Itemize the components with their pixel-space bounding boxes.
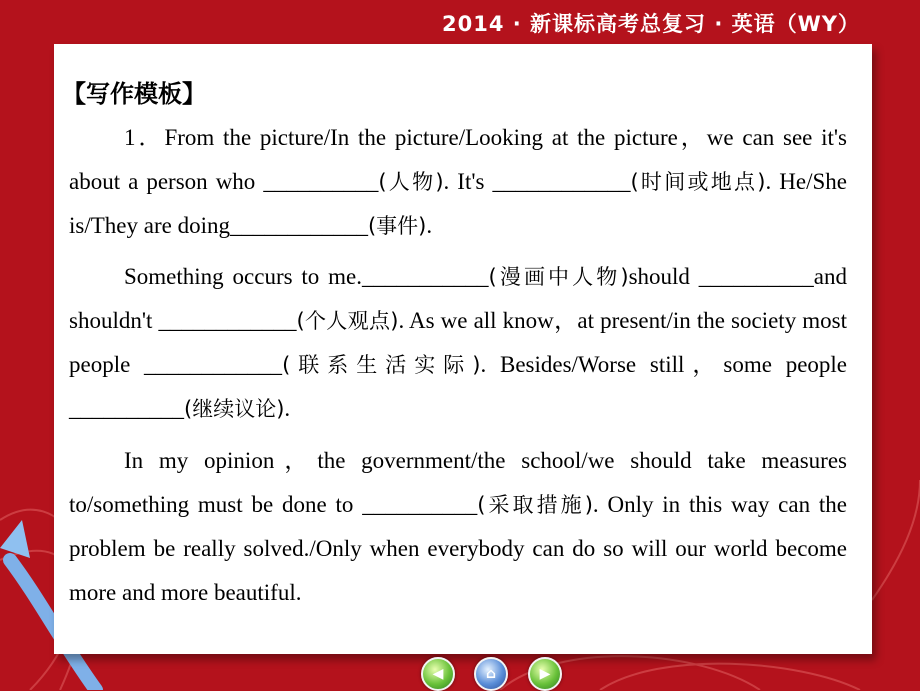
p1-text-e: . He/She is/They are doing____________ <box>69 169 847 238</box>
back-arrow-icon: ◀ <box>432 666 444 682</box>
previous-slide-button[interactable] <box>421 657 455 691</box>
p2-hint-real-life: (联系生活实际) <box>282 353 481 377</box>
p1-text-g: . <box>426 213 433 238</box>
home-button[interactable] <box>474 657 508 691</box>
p1-hint-person: (人物) <box>378 170 444 194</box>
p1-text-c: . It's ____________ <box>443 169 631 194</box>
p2-text-i: . <box>284 396 291 421</box>
template-paragraph-1 <box>69 116 847 248</box>
p1-hint-time-place: (时间或地点) <box>630 170 766 194</box>
p3-hint-measures: (采取措施) <box>477 493 593 517</box>
p2-hint-discussion: (继续议论) <box>184 397 285 421</box>
p2-hint-character: (漫画中人物) <box>488 265 629 289</box>
template-paragraph-2 <box>69 255 847 431</box>
p2-text-a: Something occurs to me.___________ <box>124 264 489 289</box>
content-panel <box>54 44 872 654</box>
forward-arrow-icon: ▶ <box>539 666 551 682</box>
p1-hint-event: (事件) <box>367 214 427 238</box>
p2-text-g: . Besides/Worse still，some people __________ <box>69 352 847 421</box>
p2-text-e: . As we all know，at present/in the society most people ____________ <box>69 308 847 377</box>
section-heading: 【写作模板】 <box>62 80 206 108</box>
p2-hint-opinion: (个人观点) <box>296 309 399 333</box>
next-slide-button[interactable] <box>528 657 562 691</box>
p3-text-c: . Only in this way can the problem be really solved./Only when everybody can do so will our world become more and more beautiful. <box>69 492 847 605</box>
p2-text-c: should __________and shouldn't ____________ <box>69 264 848 333</box>
home-icon: ⌂ <box>485 666 497 682</box>
p3-text-a: In my opinion，the government/the school/we should take measures to/something must be done to __________ <box>69 448 847 517</box>
p1-text-a: 1．From the picture/In the picture/Looking at the picture，we can see it's about a person who __________ <box>69 125 847 194</box>
template-paragraph-3 <box>69 439 847 615</box>
page-header-title: 2014 · 新课标高考总复习 · 英语（WY） <box>441 12 860 36</box>
